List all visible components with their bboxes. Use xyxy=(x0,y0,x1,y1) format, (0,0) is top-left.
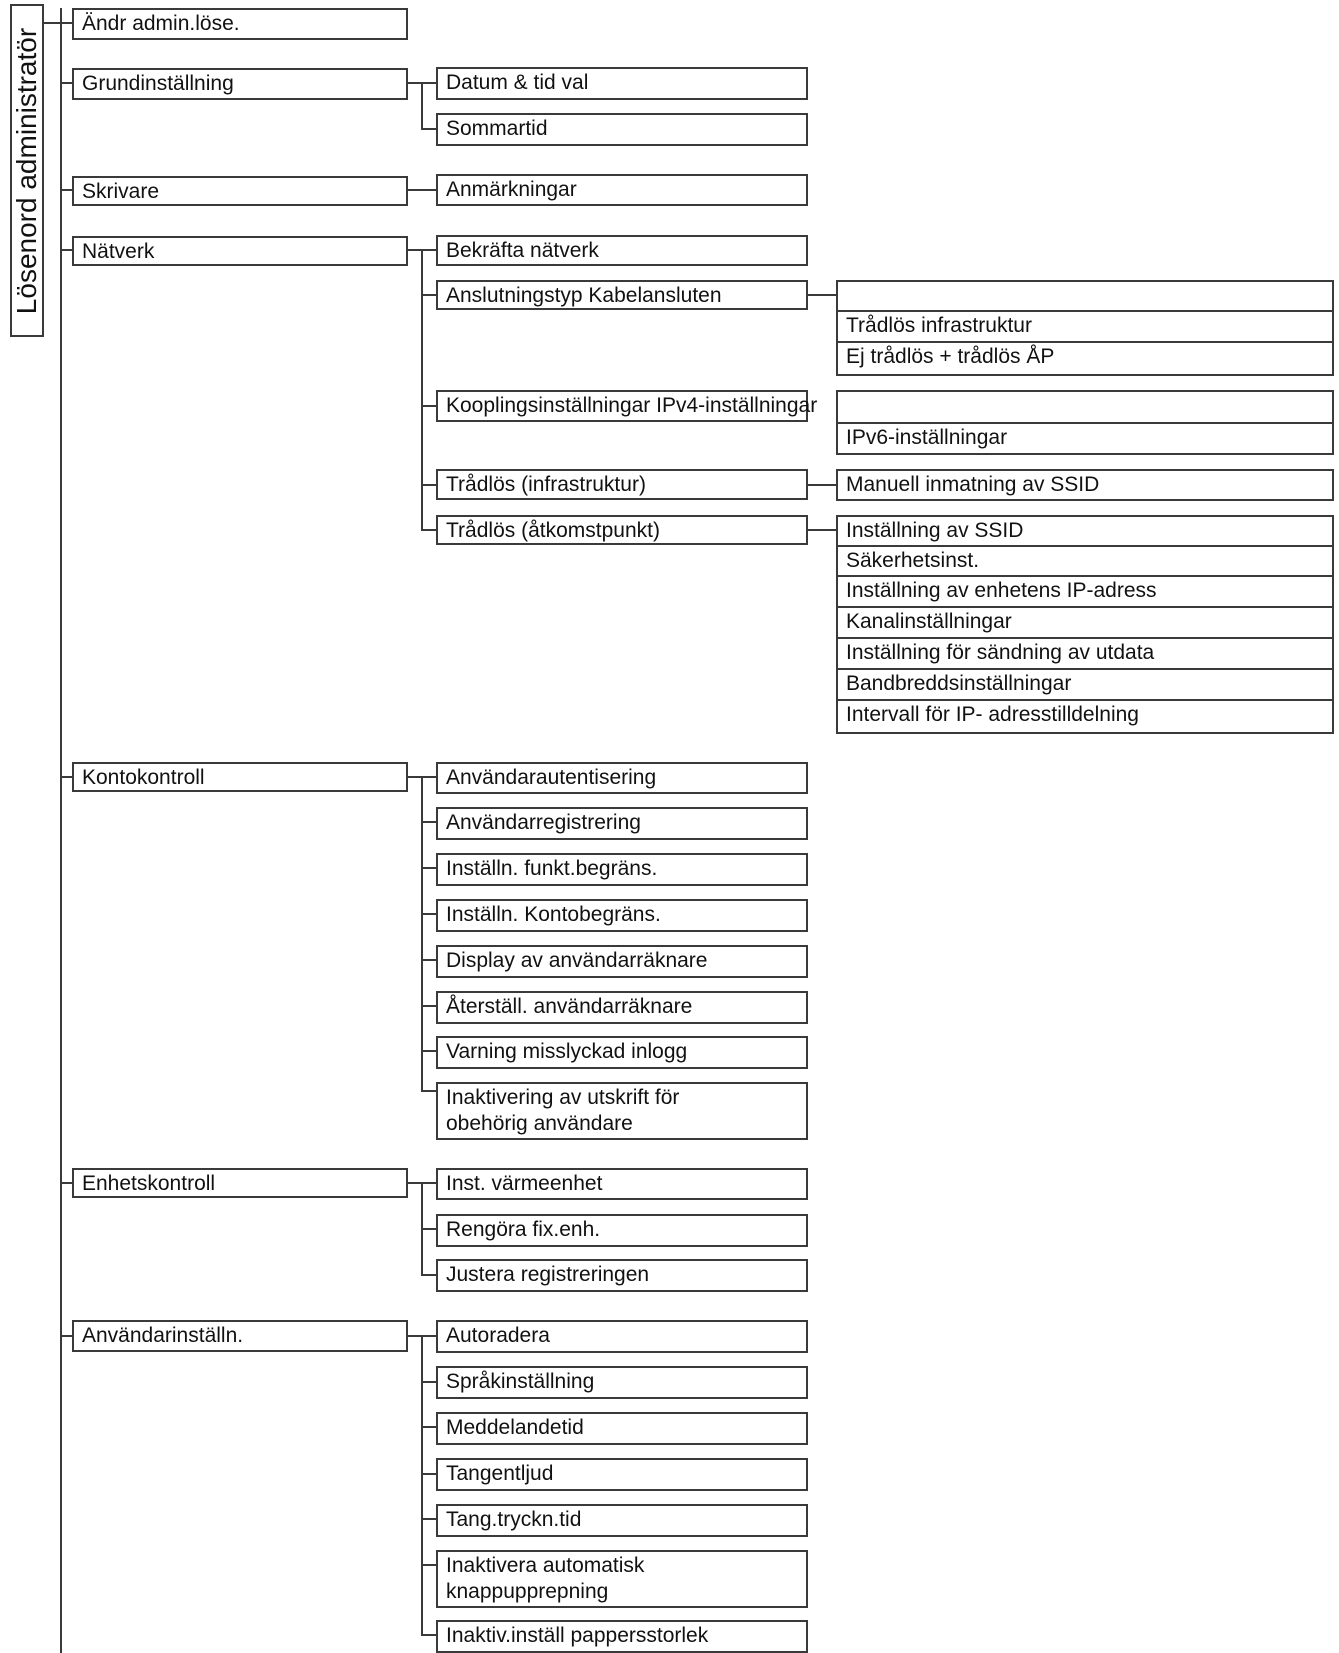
node-label: Kontokontroll xyxy=(82,766,205,789)
node-kontokontroll[interactable] xyxy=(72,762,408,792)
spine-root xyxy=(60,8,62,1653)
node-label: Anmärkningar xyxy=(446,178,577,201)
connector xyxy=(421,1228,437,1230)
node-label: Inställn. Kontobegräns. xyxy=(446,903,661,926)
node-bekrafta-natverk[interactable] xyxy=(436,235,808,266)
node-bandbredd[interactable] xyxy=(836,668,1334,701)
connector xyxy=(421,529,437,531)
node-label: Justera registreringen xyxy=(446,1263,650,1286)
node-inaktivering-utskrift[interactable] xyxy=(436,1082,808,1140)
node-sakerhetsinst[interactable] xyxy=(836,545,1334,577)
node-label: Trådlös (infrastruktur) xyxy=(446,473,646,496)
node-rengora-fixenh[interactable] xyxy=(436,1214,808,1247)
connector xyxy=(421,1274,437,1276)
node-varmeenhet[interactable] xyxy=(436,1168,808,1200)
node-anslutningstyp[interactable] xyxy=(436,280,808,310)
node-label: Intervall för IP- adresstilldelning xyxy=(846,703,1139,726)
node-label: Datum & tid val xyxy=(446,71,589,94)
node-label: Grundinställning xyxy=(82,72,234,95)
node-label: Bandbreddsinställningar xyxy=(846,672,1072,695)
node-label: IPv6-inställningar xyxy=(846,426,1008,449)
node-sprakinstallning[interactable] xyxy=(436,1366,808,1399)
node-label: Inställning av SSID xyxy=(846,519,1024,542)
root-node xyxy=(10,4,44,337)
connector xyxy=(421,1473,437,1475)
node-label: Trådlös (åtkomstpunkt) xyxy=(446,519,660,542)
node-enhetskontroll[interactable] xyxy=(72,1168,408,1198)
node-anvandarautentisering[interactable] xyxy=(436,762,808,794)
node-label: Inst. värmeenhet xyxy=(446,1172,603,1195)
node-enhetens-ip[interactable] xyxy=(836,575,1334,608)
node-display-raknare[interactable] xyxy=(436,945,808,978)
node-label: Kooplingsinställningar IPv4-inställningar xyxy=(446,394,818,417)
connector xyxy=(421,1426,437,1428)
connector xyxy=(421,294,437,296)
node-label: Ändr admin.löse. xyxy=(82,12,240,35)
node-justera-registreringen[interactable] xyxy=(436,1259,808,1292)
node-label: Tang.tryckn.tid xyxy=(446,1508,582,1531)
node-andr-admin[interactable] xyxy=(72,8,408,40)
node-label: Språkinställning xyxy=(446,1370,595,1393)
connector-root xyxy=(44,22,61,24)
root-label: Lösenord administratör xyxy=(11,27,42,314)
node-aterstall-raknare[interactable] xyxy=(436,991,808,1024)
connector xyxy=(421,405,437,407)
node-datum-tid[interactable] xyxy=(436,67,808,100)
node-ip-tilldelning[interactable] xyxy=(836,699,1334,734)
connector xyxy=(421,128,437,130)
node-label: Anslutningstyp Kabelansluten xyxy=(446,284,722,307)
node-meddelandetid[interactable] xyxy=(436,1412,808,1445)
connector xyxy=(421,1634,437,1636)
node-kanalinstallningar[interactable] xyxy=(836,606,1334,639)
connector xyxy=(421,959,437,961)
node-anvandarregistrering[interactable] xyxy=(436,807,808,840)
node-kopplingsinstallningar[interactable] xyxy=(436,390,818,422)
connector xyxy=(421,1005,437,1007)
branch-grund xyxy=(421,82,423,130)
node-label: Inaktivera automatisk knappupprepning xyxy=(446,1554,645,1603)
node-varning-inlogg[interactable] xyxy=(436,1036,808,1069)
node-tradlos-infra[interactable] xyxy=(836,310,1334,343)
node-tradlos-atkomstpunkt[interactable] xyxy=(436,515,808,545)
node-anmarkningar[interactable] xyxy=(436,174,808,206)
node-label: Meddelandetid xyxy=(446,1416,584,1439)
node-label: Display av användarräknare xyxy=(446,949,708,972)
node-ipv4-outline xyxy=(836,390,1334,424)
node-label: Användarautentisering xyxy=(446,766,657,789)
connector xyxy=(421,913,437,915)
node-label: Autoradera xyxy=(446,1324,550,1347)
node-label: Nätverk xyxy=(82,240,155,263)
connector xyxy=(421,1050,437,1052)
node-manuell-ssid[interactable] xyxy=(836,469,1334,501)
node-label: Varning misslyckad inlogg xyxy=(446,1040,688,1063)
node-label: Användarinställn. xyxy=(82,1324,244,1347)
node-label: Bekräfta nätverk xyxy=(446,239,599,262)
node-ej-tradlos[interactable] xyxy=(836,341,1334,376)
connector xyxy=(807,484,837,486)
node-ipv6[interactable] xyxy=(836,422,1334,455)
node-kabelansluten-blank xyxy=(836,280,1334,312)
connector xyxy=(421,484,437,486)
node-skrivare[interactable] xyxy=(72,176,408,206)
node-sommartid[interactable] xyxy=(436,113,808,146)
connector xyxy=(421,1518,437,1520)
node-tangentljud[interactable] xyxy=(436,1458,808,1491)
node-label: Tangentljud xyxy=(446,1462,554,1485)
node-label: Ej trådlös + trådlös ÅP xyxy=(846,345,1055,368)
node-sandning-utdata[interactable] xyxy=(836,637,1334,670)
node-kontobegrans[interactable] xyxy=(436,899,808,932)
connector xyxy=(421,1090,437,1092)
node-grundinstallning[interactable] xyxy=(72,68,408,100)
node-label: Enhetskontroll xyxy=(82,1172,216,1195)
node-label: Inaktiv.inställ pappersstorlek xyxy=(446,1624,709,1647)
branch-natverk xyxy=(421,249,423,531)
node-tang-tryckn-tid[interactable] xyxy=(436,1504,808,1537)
node-inaktiv-pappersstorlek[interactable] xyxy=(436,1620,808,1653)
node-label: Inaktivering av utskrift för obehörig användare xyxy=(446,1086,680,1135)
node-label: Skrivare xyxy=(82,180,160,203)
node-anvandarinstalln[interactable] xyxy=(72,1320,408,1352)
node-label: Rengöra fix.enh. xyxy=(446,1218,601,1241)
branch-konto xyxy=(421,776,423,1092)
node-label: Säkerhetsinst. xyxy=(846,549,980,572)
node-label: Trådlös infrastruktur xyxy=(846,314,1032,337)
connector xyxy=(421,867,437,869)
node-label: Kanalinställningar xyxy=(846,610,1012,633)
connector xyxy=(421,821,437,823)
node-tradlos-infrastruktur[interactable] xyxy=(436,469,808,500)
node-label: Sommartid xyxy=(446,117,548,140)
node-autoradera[interactable] xyxy=(436,1320,808,1353)
connector xyxy=(807,294,837,296)
connector xyxy=(407,189,437,191)
node-label: Användarregistrering xyxy=(446,811,641,834)
node-funkt-begrans[interactable] xyxy=(436,853,808,886)
node-ssid-installning[interactable] xyxy=(836,515,1334,547)
node-label: Manuell inmatning av SSID xyxy=(846,473,1100,496)
node-label: Inställning av enhetens IP-adress xyxy=(846,579,1157,602)
connector xyxy=(421,1564,437,1566)
node-inaktivera-knappupprepning[interactable] xyxy=(436,1550,808,1608)
node-label: Inställn. funkt.begräns. xyxy=(446,857,658,880)
node-label: Inställning för sändning av utdata xyxy=(846,641,1155,664)
connector xyxy=(421,1381,437,1383)
node-natverk[interactable] xyxy=(72,236,408,266)
node-label: Återställ. användarräknare xyxy=(446,995,693,1018)
connector xyxy=(807,529,837,531)
